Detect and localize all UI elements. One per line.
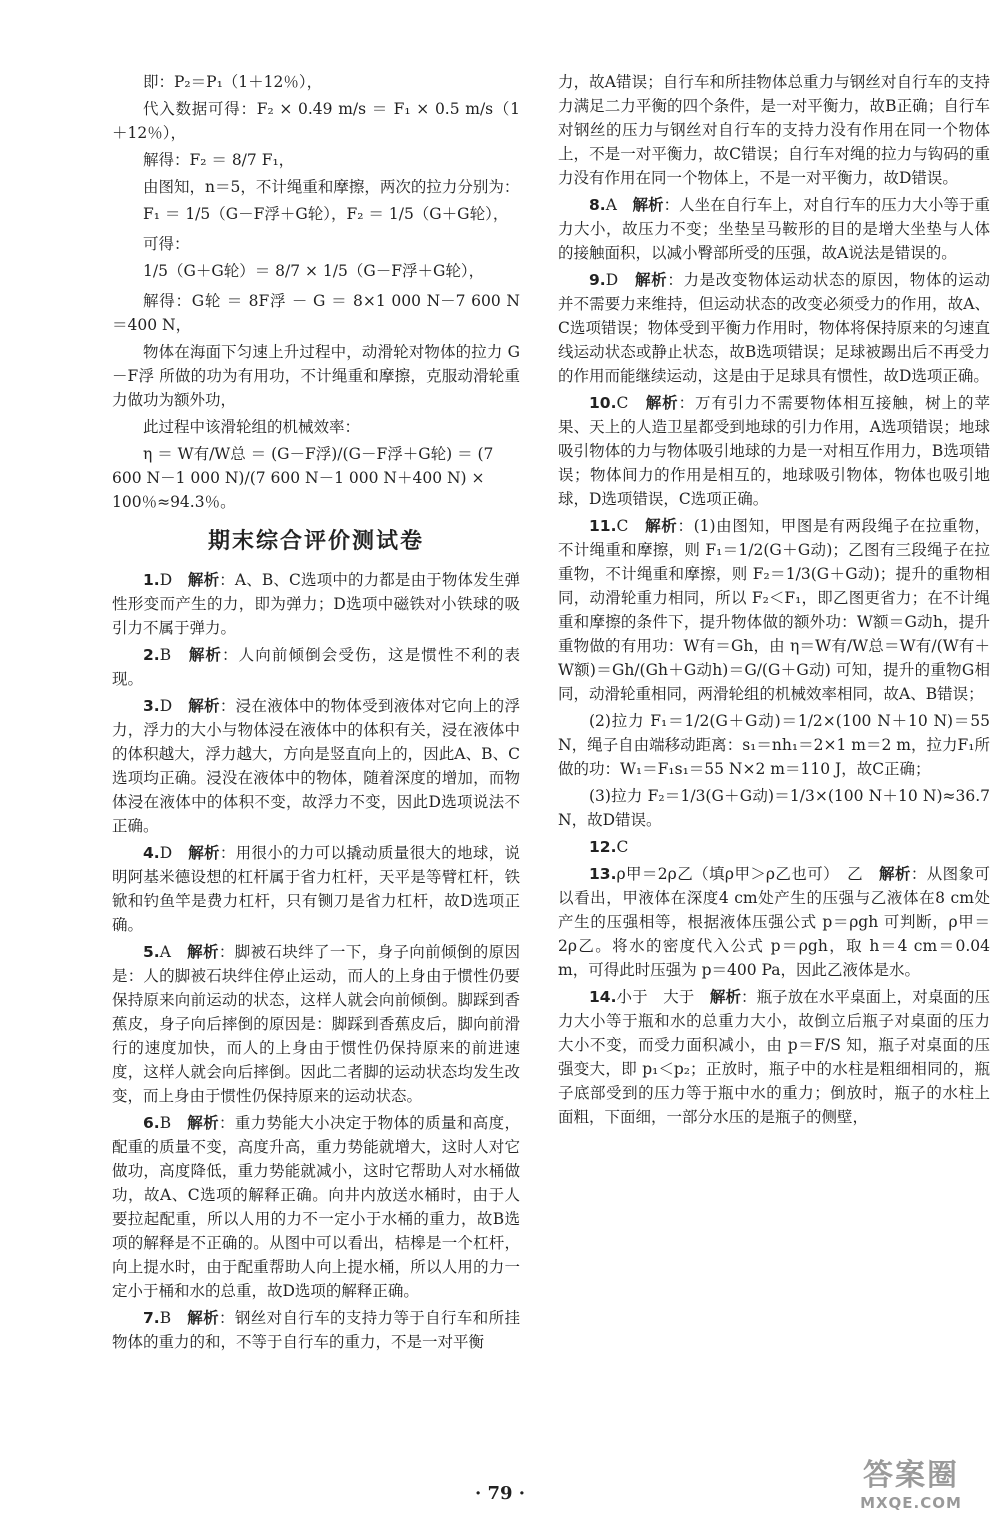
analysis-text: ：人向前倾倒会受伤，这是惯性不利的表现。 — [112, 646, 520, 688]
analysis-label: 解析 — [634, 271, 668, 289]
answer-item — [112, 841, 520, 937]
text-line: 由图知，n＝5，不计绳重和摩擦，两次的拉力分别为： — [143, 178, 520, 196]
left-column — [112, 70, 520, 1357]
answer-choice: B — [159, 1309, 172, 1327]
answer-item — [558, 391, 990, 511]
efficiency-equation: η ＝ W有/W总 ＝ (G－F浮)/(G－F浮＋G轮) ＝ (7 600 N－1 000 N)/(7 600 N－1 000 N＋400 N) × 100％≈94.3％。 — [112, 445, 494, 511]
answer-choice: A — [605, 196, 617, 214]
question-number: 5. — [143, 943, 160, 961]
analysis-label: 解析 — [879, 865, 911, 883]
answer-choice: ρ甲＝2ρ乙（填ρ甲＞ρ乙也可） 乙 — [616, 865, 864, 883]
answer-choice: 小于 大于 — [616, 988, 695, 1006]
answer-item — [112, 1111, 520, 1303]
analysis-label: 解析 — [188, 697, 220, 715]
question-number: 14. — [589, 988, 617, 1006]
answer-item — [558, 985, 990, 1129]
analysis-text: ：重力势能大小决定于物体的质量和高度，配重的质量不变，高度升高，重力势能就增大，这时人对它做功，高度降低，重力势能就减小，这时它帮助人对水桶做功，故A、C选项的解释正确。向井内放送水桶时，由于人要拉起配重，所以人用的力不一定小于水桶的重力，故B选项的解释是不正确的。从图中可以看出，桔槔是一个杠杆，向上提水时，由于配重帮助人向上提水桶，所以人用的力一定小于桶和水的总重，故D选项的解释正确。 — [112, 1114, 520, 1300]
answer-choice: C — [616, 394, 629, 412]
answer-item — [112, 568, 520, 640]
analysis-text: ：A、B、C选项中的力都是由于物体发生弹性形变而产生的力，即为弹力；D选项中磁铁对小铁球的吸引力不属于弹力。 — [112, 571, 520, 637]
answer-item — [558, 268, 990, 388]
analysis-label: 解析 — [645, 394, 679, 412]
question-number: 1. — [143, 571, 160, 589]
text-line: 代入数据可得：F₂ × 0.49 m/s ＝ F₁ × 0.5 m/s（1＋12％）， — [112, 100, 520, 142]
answer-item — [112, 694, 520, 838]
text-line: 物体在海面下匀速上升过程中，动滑轮对物体的拉力 G－F浮 所做的功为有用功，不计绳重和摩擦，克服动滑轮重力做功为额外功， — [112, 343, 520, 409]
analysis-label: 解析 — [187, 1114, 220, 1132]
question-number: 3. — [143, 697, 160, 715]
section-title: 期末综合评价测试卷 — [207, 529, 424, 554]
question-number: 8. — [589, 196, 606, 214]
question-number: 6. — [143, 1114, 160, 1132]
answer-choice: D — [159, 844, 173, 862]
analysis-label: 解析 — [188, 646, 223, 664]
answer-choice: B — [159, 646, 172, 664]
question-number: 7. — [143, 1309, 160, 1327]
answer-item — [112, 940, 520, 1108]
page-number: · 79 · — [474, 1483, 526, 1504]
question-number: 12. — [589, 838, 617, 856]
equation: F₁ ＝ 1/5（G－F浮＋G轮），F₂ ＝ 1/5（G＋G轮）， — [143, 205, 509, 223]
answer-item — [558, 193, 990, 265]
watermark-logo — [836, 1459, 986, 1521]
analysis-label: 解析 — [188, 844, 220, 862]
text-line: 此过程中该滑轮组的机械效率： — [143, 418, 361, 436]
text-line: 可得： — [143, 235, 190, 253]
text-line: 即：P₂＝P₁（1＋12％）， — [143, 73, 323, 91]
analysis-label: 解析 — [187, 1309, 220, 1327]
answer-choice: D — [605, 271, 619, 289]
analysis-text: ：人坐在自行车上，对自行车的压力大小等于重力大小，故压力不变；坐垫呈马鞍形的目的是增大坐垫与人体的接触面积，以减小臀部所受的压强，故A说法是错误的。 — [558, 196, 990, 262]
text-line: (2)拉力 F₁＝1/2(G＋G动)＝1/2×(100 N＋10 N)＝55 N，绳子自由端移动距离：s₁＝nh₁＝2×1 m＝2 m，拉力F₁所做的功：W₁＝F₁s₁＝55 N×2 m＝110 J，故C正确； — [558, 712, 990, 778]
analysis-text: ：浸在液体中的物体受到液体对它向上的浮力，浮力的大小与物体浸在液体中的体积有关，浸在液体中的体积越大，浮力越大，方向是竖直向上的，因此A、B、C选项均正确。浸没在液体中的物体，随着深度的增加，而物体浸在液体中的体积不变，故浮力不变，因此D选项说法不正确。 — [112, 697, 520, 835]
question-number: 10. — [589, 394, 617, 412]
analysis-text: ：力是改变物体运动状态的原因，物体的运动并不需要力来维持，但运动状态的改变必须受力的作用，故A、C选项错误；物体受到平衡力作用时，物体将保持原来的匀速直线运动状态或静止状态，故B选项错误；足球被踢出后不再受力的作用而能继续运动，这是由于足球具有惯性，故D选项正确。 — [558, 271, 990, 385]
question-number: 11. — [589, 517, 617, 535]
analysis-label: 解析 — [632, 196, 664, 214]
analysis-label: 解析 — [187, 943, 219, 961]
answer-choice: C — [616, 838, 629, 856]
watermark-title: 答案圈 — [863, 1458, 959, 1493]
question-number: 9. — [589, 271, 606, 289]
answer-item — [558, 514, 990, 706]
question-number: 2. — [143, 646, 160, 664]
analysis-text: ：万有引力不需要物体相互接触，树上的苹果、天上的人造卫星都受到地球的引力作用，A选项错误；地球吸引物体的力与物体吸引地球的力是一对相互作用力，B选项错误；物体间力的作用是相互的，地球吸引物体，物体也吸引地球，D选项错误，C选项正确。 — [558, 394, 990, 508]
text-line: 解得：G轮 ＝ 8F浮 － G ＝ 8×1 000 N－7 600 N＝400 N， — [112, 292, 520, 334]
answer-continuation: 力，故A错误；自行车和所挂物体总重力与钢丝对自行车的支持力满足二力平衡的四个条件，是一对平衡力，故B正确；自行车对钢丝的压力与钢丝对自行车的支持力没有作用在同一个物体上，不是一对平衡力，故C错误；自行车对绳的拉力与钩码的重力没有作用在同一个物体上，不是一对平衡力，故D错误。 — [558, 73, 990, 187]
answer-choice: B — [159, 1114, 172, 1132]
watermark-url: MXQE.COM — [860, 1494, 962, 1512]
answer-item — [558, 862, 990, 982]
analysis-text: ：(1)由图知，甲图是有两段绳子在拉重物，不计绳重和摩擦，则 F₁＝1/2(G＋G动)；乙图有三段绳子在拉重物，不计绳重和摩擦，则 F₂＝1/3(G＋G动)；提升的重物相同，动滑轮重力相同，所以 F₂＜F₁，即乙图更省力；在不计绳重和摩擦的条件下，提升物体做的额外功：W额＝G动h，提升重物做的有用功：W有＝Gh，由 η＝W有/W总＝W有/(W有＋W额)＝Gh/(Gh＋G动h)＝G/(G＋G动) 可知，提升的重物G相同，动滑轮重相同，两滑轮组的机械效率相同，故A、B错误； — [558, 517, 990, 703]
question-number: 4. — [143, 844, 160, 862]
answer-choice: D — [159, 571, 173, 589]
answer-choice: C — [616, 517, 629, 535]
answer-choice: D — [159, 697, 173, 715]
analysis-label: 解析 — [645, 517, 678, 535]
analysis-label: 解析 — [709, 988, 742, 1006]
right-column — [558, 70, 990, 1132]
analysis-text: ：脚被石块绊了一下，身子向前倾倒的原因是：人的脚被石块绊住停止运动，而人的上身由于惯性仍要保持原来向前运动的状态，这样人就会向前倾倒。脚踩到香蕉皮，身子向后摔倒的原因是：脚踩到香蕉皮后，脚向前滑行的速度加快，而人的上身由于惯性仍保持原来的前进速度，这样人就会向后摔倒。因此二者脚的运动状态均发生改变，而上身由于惯性仍保持原来的运动状态。 — [112, 943, 520, 1105]
question-number: 13. — [589, 865, 617, 883]
analysis-text: ：用很小的力可以撬动质量很大的地球，说明阿基米德设想的杠杆属于省力杠杆，天平是等臂杠杆，铁锨和钓鱼竿是费力杠杆，只有铡刀是省力杠杆，故D选项正确。 — [112, 844, 520, 934]
text-line: (3)拉力 F₂＝1/3(G＋G动)＝1/3×(100 N＋10 N)≈36.7 N，故D错误。 — [558, 787, 990, 829]
answer-choice: A — [159, 943, 171, 961]
equation: 1/5（G＋G轮）＝ 8/7 × 1/5（G－F浮＋G轮）， — [143, 262, 485, 280]
analysis-text: ：钢丝对自行车的支持力等于自行车和所挂物体的重力的和，不等于自行车的重力，不是一对平衡 — [112, 1309, 520, 1351]
analysis-text: ：瓶子放在水平桌面上，对桌面的压力大小等于瓶和水的总重力大小，故倒立后瓶子对桌面的压力大小不变，而受力面积减小，由 p＝F/S 知，瓶子对桌面的压强变大，即 p₁＜p₂；正放时，瓶子中的水柱是粗细相同的，瓶子底部受到的压力等于瓶中水的重力；倒放时，瓶子的水柱上面粗，下面细，一部分水压的是瓶子的侧壁， — [558, 988, 990, 1126]
text-line: 解得：F₂ ＝ 8/7 F₁， — [143, 151, 295, 169]
answer-item — [558, 835, 990, 859]
answer-item — [112, 643, 520, 691]
analysis-text: ：从图象可以看出，甲液体在深度4 cm处产生的压强与乙液体在8 cm处产生的压强相等，根据液体压强公式 p＝ρgh 可判断，ρ甲＝2ρ乙。将水的密度代入公式 p＝ρgh，取 h＝4 cm＝0.04 m，可得此时压强为 p＝400 Pa，因此乙液体是水。 — [558, 865, 990, 979]
answer-item — [112, 1306, 520, 1354]
analysis-label: 解析 — [187, 571, 220, 589]
